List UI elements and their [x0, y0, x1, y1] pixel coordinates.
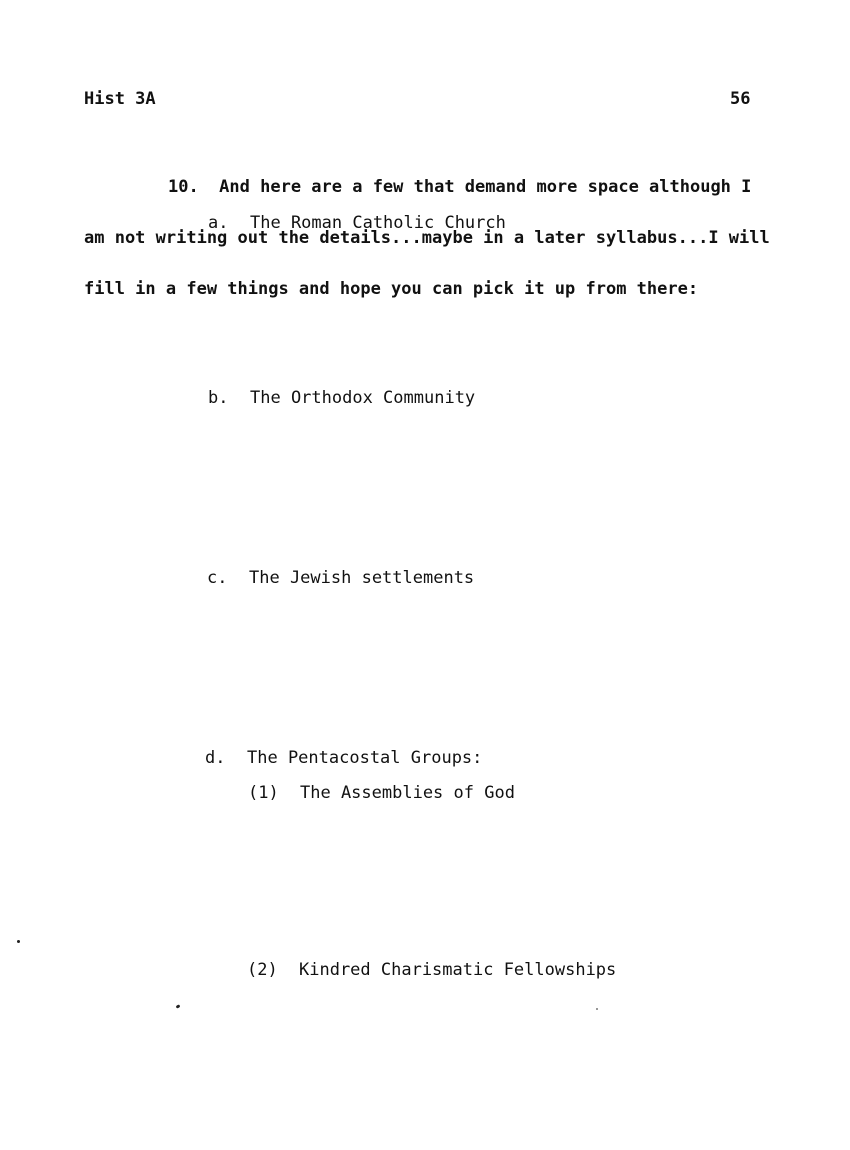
intro-paragraph [84, 145, 770, 332]
sublist-marker: (2) [247, 960, 278, 980]
list-marker: d. [205, 748, 226, 768]
sublist-item-label: Kindred Charismatic Fellowships [299, 960, 617, 980]
intro-line: am not writing out the details...maybe in a later syllabus...I will [84, 228, 770, 248]
list-marker: c. [207, 568, 228, 588]
scan-speck [596, 1008, 598, 1010]
list-item-jewish-settlements [207, 568, 475, 638]
list-item-label: The Pentacostal Groups: [247, 748, 483, 768]
list-item-label: The Orthodox Community [250, 388, 476, 408]
list-item-roman-catholic [208, 213, 506, 283]
list-marker: b. [208, 388, 229, 408]
intro-line: 10. And here are a few that demand more space although I [168, 177, 752, 197]
page-number: 56 [730, 89, 751, 109]
list-item-label: The Roman Catholic Church [250, 213, 506, 233]
sublist-item-assemblies-of-god [248, 783, 515, 853]
scan-speck [176, 1004, 181, 1009]
list-item-label: The Jewish settlements [249, 568, 475, 588]
scan-speck [17, 940, 20, 943]
list-marker: a. [208, 213, 229, 233]
course-code: Hist 3A [84, 89, 156, 109]
intro-line: fill in a few things and hope you can pick it up from there: [84, 279, 699, 299]
sublist-item-label: The Assemblies of God [300, 783, 515, 803]
sublist-item-charismatic-fellowships [247, 960, 617, 1030]
sublist-marker: (1) [248, 783, 279, 803]
list-item-orthodox [208, 388, 476, 458]
